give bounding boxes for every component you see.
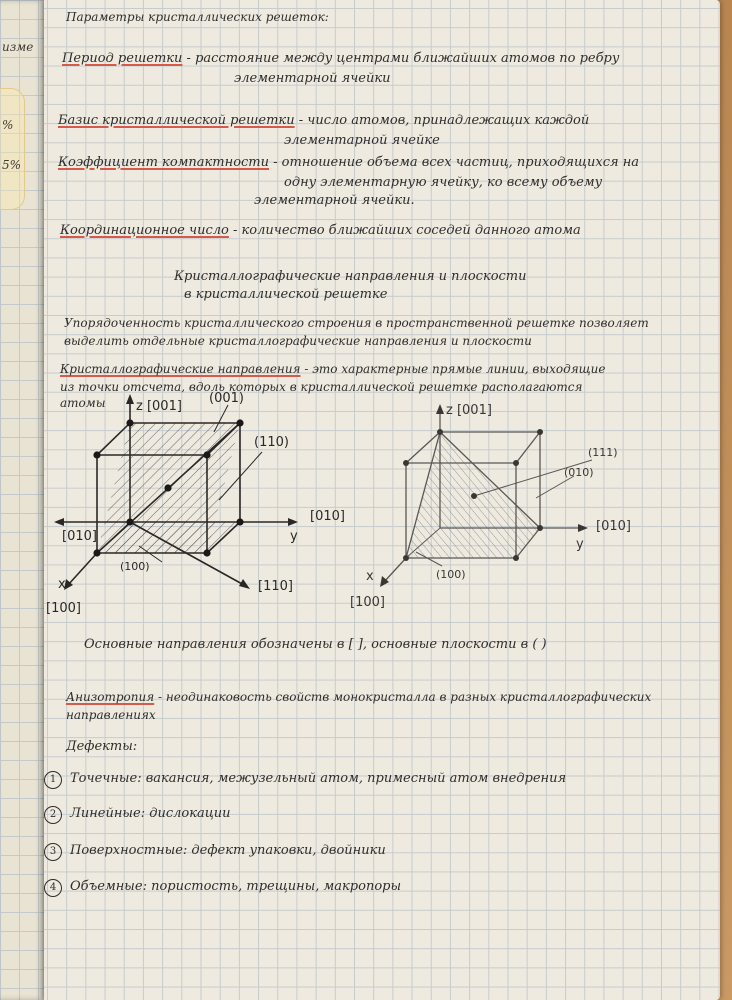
atom — [537, 525, 543, 531]
z-arrow — [126, 394, 134, 404]
defect-number: 3 — [44, 843, 62, 861]
atom — [203, 451, 210, 458]
term-anisotropy: Анизотропия — [66, 690, 155, 704]
term-crystal-directions: Кристаллографические направления — [60, 362, 301, 376]
y-neg-arrow — [54, 518, 64, 526]
label-y: y — [290, 529, 298, 544]
atom — [236, 419, 243, 426]
defects-title: Дефекты: — [66, 739, 138, 754]
atom — [236, 518, 243, 525]
term-packing-factor: Коэффициент компактности — [58, 155, 270, 170]
label-x: x — [58, 577, 66, 592]
defect-name: Точечные — [70, 771, 138, 786]
atom-center — [164, 484, 171, 491]
label-plane-100: (100) — [436, 568, 466, 581]
left-page-fragment: % — [2, 118, 14, 132]
page-title: Параметры кристаллических решеток: — [66, 10, 329, 24]
leader-010 — [536, 476, 574, 498]
label-dir-100: [100] — [46, 601, 81, 616]
left-page-fragment: изме — [2, 40, 34, 54]
direction-110-arrow — [239, 579, 250, 589]
term-lattice-basis: Базис кристаллической решетки — [58, 113, 295, 128]
section-heading: в кристаллической решетке — [184, 287, 388, 302]
label-z: z [001] — [136, 399, 182, 414]
atom — [403, 555, 409, 561]
definition-continuation: направлениях — [66, 708, 156, 722]
atom — [437, 429, 443, 435]
defect-number: 2 — [44, 806, 62, 824]
defect-item — [44, 878, 401, 897]
left-page-fragment: 5% — [2, 158, 22, 172]
atom — [537, 429, 543, 435]
defect-text: : дислокации — [140, 806, 231, 821]
atom — [513, 555, 519, 561]
definition-continuation: элементарной ячейки. — [254, 193, 415, 208]
atom-center — [471, 493, 477, 499]
defect-number: 1 — [44, 771, 62, 789]
y-arrow — [578, 524, 588, 532]
definition-continuation: одну элементарную ячейку, ко всему объему — [284, 175, 603, 190]
term-lattice-period: Период решетки — [62, 51, 183, 66]
x-axis — [384, 558, 406, 582]
defect-item — [44, 770, 566, 789]
definition-text: - число атомов, принадлежащих каждой — [294, 113, 590, 128]
paragraph-line: Упорядоченность кристаллического строения в пространственной решетке позволяет — [64, 316, 649, 330]
label-plane-111: (111) — [588, 446, 618, 459]
definition-text: - это характерные прямые линии, выходящие — [300, 362, 606, 376]
cube-diagram-right — [380, 404, 592, 587]
label-x: x — [366, 569, 374, 584]
label-dir-010: [010] — [596, 519, 631, 534]
sticky-note-edge — [0, 88, 25, 210]
section-heading: Кристаллографические направления и плоскости — [174, 269, 527, 284]
label-z: z [001] — [446, 403, 492, 418]
label-plane-110: (110) — [254, 435, 289, 450]
definition-continuation: из точки отсчета, вдоль которых в кристаллической решетке располагаются — [60, 380, 583, 394]
left-notebook-page — [0, 0, 48, 1000]
defect-name: Поверхностные — [70, 843, 183, 858]
defect-item — [44, 842, 386, 861]
atom — [93, 451, 100, 458]
atom — [126, 518, 133, 525]
label-plane-010: (010) — [564, 466, 594, 479]
label-dir-110: [110] — [258, 579, 293, 594]
definition-line — [66, 688, 651, 706]
z-arrow — [436, 404, 444, 414]
label-plane-001: (001) — [209, 391, 244, 406]
definition-text: - количество ближайших соседей данного атома — [228, 223, 581, 238]
atom — [126, 419, 133, 426]
defect-number: 4 — [44, 879, 62, 897]
label-dir-010-neg: [010] — [62, 529, 97, 544]
cube-diagram-left — [54, 394, 298, 590]
label-dir-100: [100] — [350, 595, 385, 610]
defect-text: : дефект упаковки, двойники — [182, 843, 386, 858]
label-dir-010-pos: [010] — [310, 509, 345, 524]
notebook-page — [44, 0, 720, 1000]
definition-continuation: атомы — [60, 396, 106, 410]
cube-edge — [516, 432, 540, 463]
atom — [403, 460, 409, 466]
definition-text: - отношение объема всех частиц, приходящихся на — [269, 155, 640, 170]
term-coordination-number: Координационное число — [60, 223, 229, 238]
x-axis — [68, 553, 97, 585]
label-plane-100: (100) — [120, 560, 150, 573]
definition-text: - расстояние между центрами ближайших атомов по ребру — [182, 51, 620, 66]
notation-note: Основные направления обозначены в [ ], основные плоскости в ( ) — [84, 637, 547, 652]
definition-continuation: элементарной ячейки — [234, 71, 391, 86]
defect-item — [44, 805, 231, 824]
atom — [93, 549, 100, 556]
defect-text: : пористость, трещины, макропоры — [142, 879, 402, 894]
defect-name: Объемные — [70, 879, 143, 894]
defect-name: Линейные — [70, 806, 141, 821]
definition-continuation: элементарной ячейке — [284, 133, 440, 148]
atom — [513, 460, 519, 466]
definition-text: - неодинаковость свойств монокристалла в разных кристаллографических — [154, 690, 652, 704]
paragraph-line: выделить отдельные кристаллографические направления и плоскости — [64, 334, 532, 348]
defect-text: : вакансия, межузельный атом, примесный атом внедрения — [137, 771, 567, 786]
label-y: y — [576, 537, 584, 552]
atom — [203, 549, 210, 556]
y-arrow — [288, 518, 298, 526]
